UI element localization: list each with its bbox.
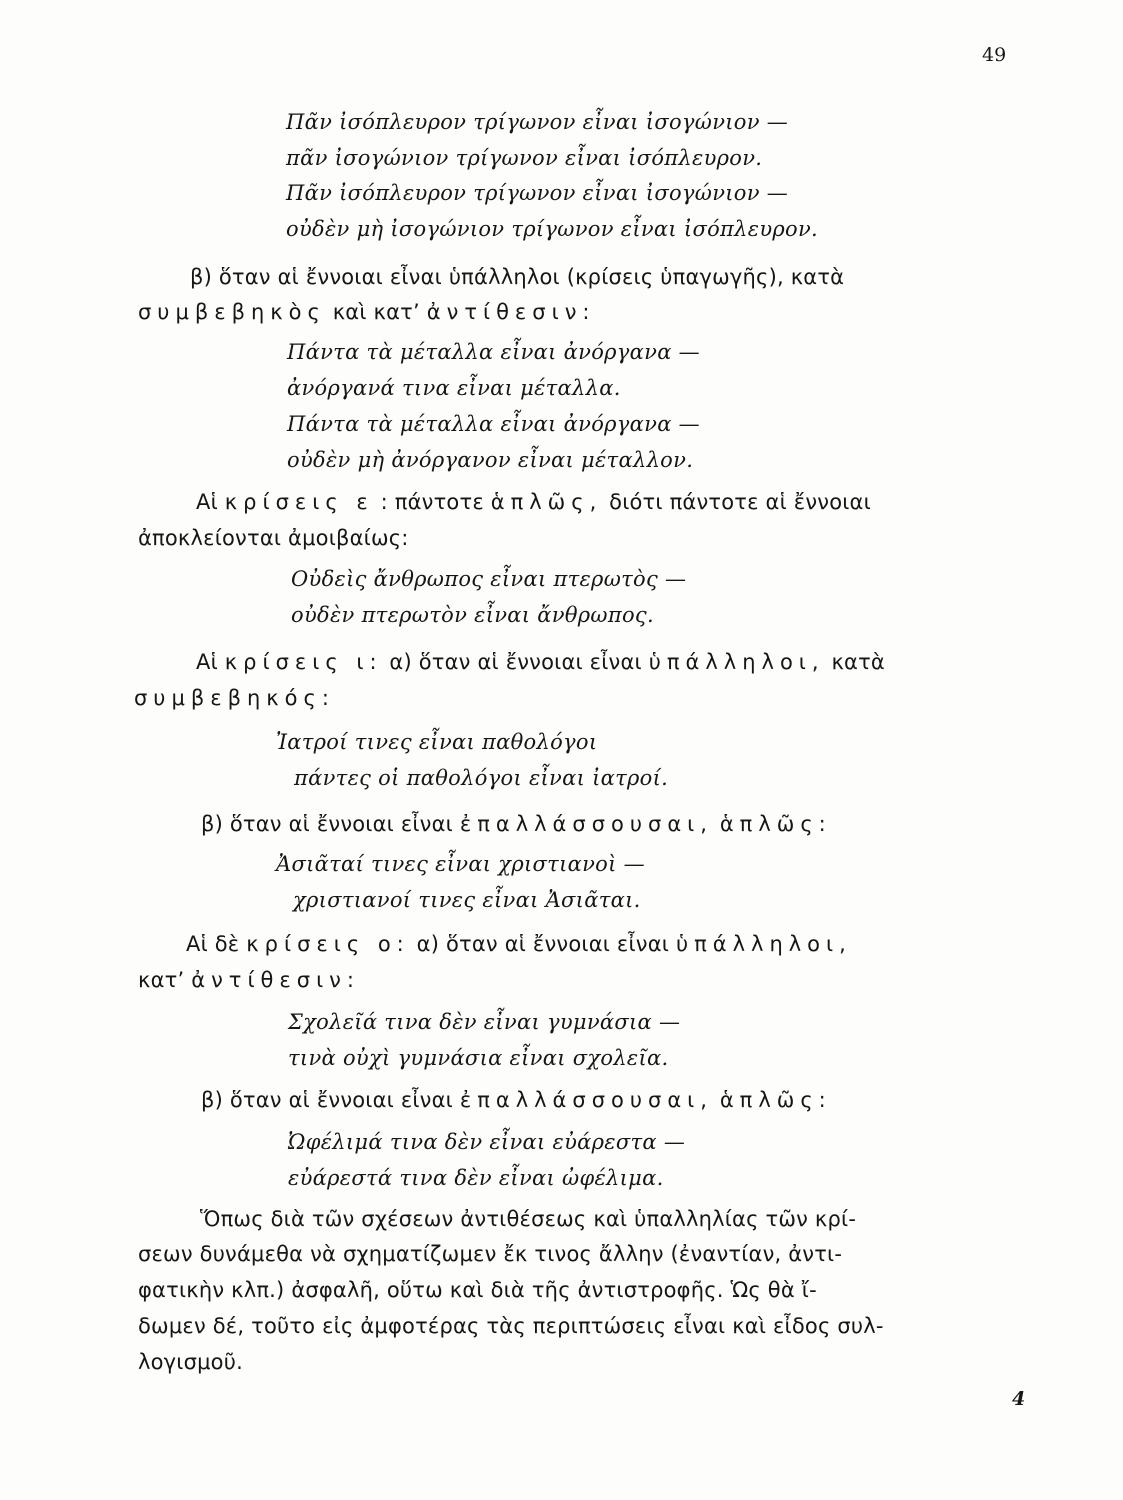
spaced-term: ἁπλῶς: [719, 1088, 832, 1112]
example-line: Πᾶν ἰσόπλευρον τρίγωνον εἶναι ἰσογώνιον — [286, 110, 789, 134]
spaced-term: ἁπλῶς: [719, 812, 832, 836]
spaced-term: ἁπλῶς, [490, 490, 603, 514]
body-text-line: β) ὅταν αἱ ἔννοιαι εἶναι ἐπαλλάσσουσαι, ἁπλῶς: [201, 1088, 832, 1112]
example-line: Ἰατροί τινες εἶναι παθολόγοι [276, 730, 598, 754]
example-line: οὐδὲν πτερωτὸν εἶναι ἄνθρωπος. [291, 603, 654, 627]
spaced-term: ὑπάλληλοι, [648, 650, 825, 674]
spaced-term: κρίσεις ο: [246, 932, 410, 956]
spaced-term: κρίσεις ε [224, 490, 374, 514]
body-text-line: κατ’ ἀντίθεσιν: [138, 968, 360, 992]
spaced-term: ἐπαλλάσσουσαι, [459, 812, 713, 836]
example-line: πάντες οἱ παθολόγοι εἶναι ἰατροί. [294, 766, 669, 790]
spaced-term: συμβεβηκὸς [138, 300, 326, 324]
spaced-term: κρίσεις ι: [224, 650, 383, 674]
example-line: οὐδὲν μὴ ἀνόργανον εἶναι μέταλλον. [287, 448, 694, 472]
body-text-line [134, 686, 335, 710]
example-line: Ἀσιᾶταί τινες εἶναι χριστιανοὶ — [276, 852, 645, 876]
paragraph-line: λογισμοῦ. [138, 1350, 243, 1374]
body-text-line: β) ὅταν αἱ ἔννοιαι εἶναι ἐπαλλάσσουσαι, ἁπλῶς: [201, 812, 832, 836]
page-number: 49 [982, 44, 1007, 66]
paragraph-line: δωμεν δέ, τοῦτο εἰς ἀμφοτέρας τὰς περιπτώσεις εἶναι καὶ εἶδος συλ- [138, 1314, 884, 1338]
example-line: Πάντα τὰ μέταλλα εἶναι ἀνόργανα — [287, 412, 700, 436]
example-line: Ὠφέλιμά τινα δὲν εἶναι εὐάρεστα — [288, 1130, 686, 1154]
spaced-term: ἐπαλλάσσουσαι, [459, 1088, 713, 1112]
example-line: οὐδὲν μὴ ἰσογώνιον τρίγωνον εἶναι ἰσόπλευρον. [286, 217, 819, 241]
example-line: ἀνόργανά τινα εἶναι μέταλλα. [287, 376, 621, 400]
body-text-line: Αἱ δὲ κρίσεις ο: α) ὅταν αἱ ἔννοιαι εἶναι ὑπάλληλοι, [186, 932, 852, 956]
example-line: Πᾶν ἰσόπλευρον τρίγωνον εἶναι ἰσογώνιον — [286, 181, 789, 205]
example-line: τινὰ οὐχὶ γυμνάσια εἶναι σχολεῖα. [288, 1046, 669, 1070]
example-line: πᾶν ἰσογώνιον τρίγωνον εἶναι ἰσόπλευρον. [286, 146, 763, 170]
example-line: εὐάρεστά τινα δὲν εἶναι ὠφέλιμα. [288, 1166, 664, 1190]
spaced-term: συμβεβηκός: [134, 686, 335, 710]
spaced-term: ἀντίθεσιν: [426, 300, 596, 324]
example-line: Πάντα τὰ μέταλλα εἶναι ἀνόργανα — [287, 340, 700, 364]
body-text-line: β) ὅταν αἱ ἔννοιαι εἶναι ὑπάλληλοι (κρίσεις ὑπαγωγῆς), κατὰ [190, 265, 845, 289]
paragraph-line: φατικὴν κλπ.) ἀσφαλῆ, οὕτω καὶ διὰ τῆς ἀντιστροφῆς. Ὡς θὰ ἴ- [138, 1278, 817, 1302]
body-text-line: ἀποκλείονται ἀμοιβαίως: [138, 526, 409, 550]
signature-mark: 4 [1012, 1388, 1026, 1410]
paragraph-line: Ὅπως διὰ τῶν σχέσεων ἀντιθέσεως καὶ ὑπαλληλίας τῶν κρί- [200, 1207, 857, 1231]
body-text-line: Αἱ κρίσεις ε : πάντοτε ἁπλῶς, διότι πάντοτε αἱ ἔννοιαι [196, 490, 871, 514]
spaced-term: ἀντίθεσιν: [191, 968, 360, 992]
spaced-term: ὑπάλληλοι, [675, 932, 852, 956]
example-line: Οὐδεὶς ἄνθρωπος εἶναι πτερωτὸς — [291, 567, 687, 591]
paragraph-line: σεων δυνάμεθα νὰ σχηματίζωμεν ἔκ τινος ἄλλην (ἐναντίαν, ἀντι- [138, 1242, 843, 1266]
body-text-line: Αἱ κρίσεις ι: α) ὅταν αἱ ἔννοιαι εἶναι ὑπάλληλοι, κατὰ [196, 650, 885, 674]
example-line: Σχολεῖά τινα δὲν εἶναι γυμνάσια — [288, 1010, 681, 1034]
example-line: χριστιανοί τινες εἶναι Ἀσιᾶται. [293, 888, 641, 912]
body-text-line: συμβεβηκὸς καὶ κατ’ ἀντίθεσιν: [138, 300, 596, 324]
